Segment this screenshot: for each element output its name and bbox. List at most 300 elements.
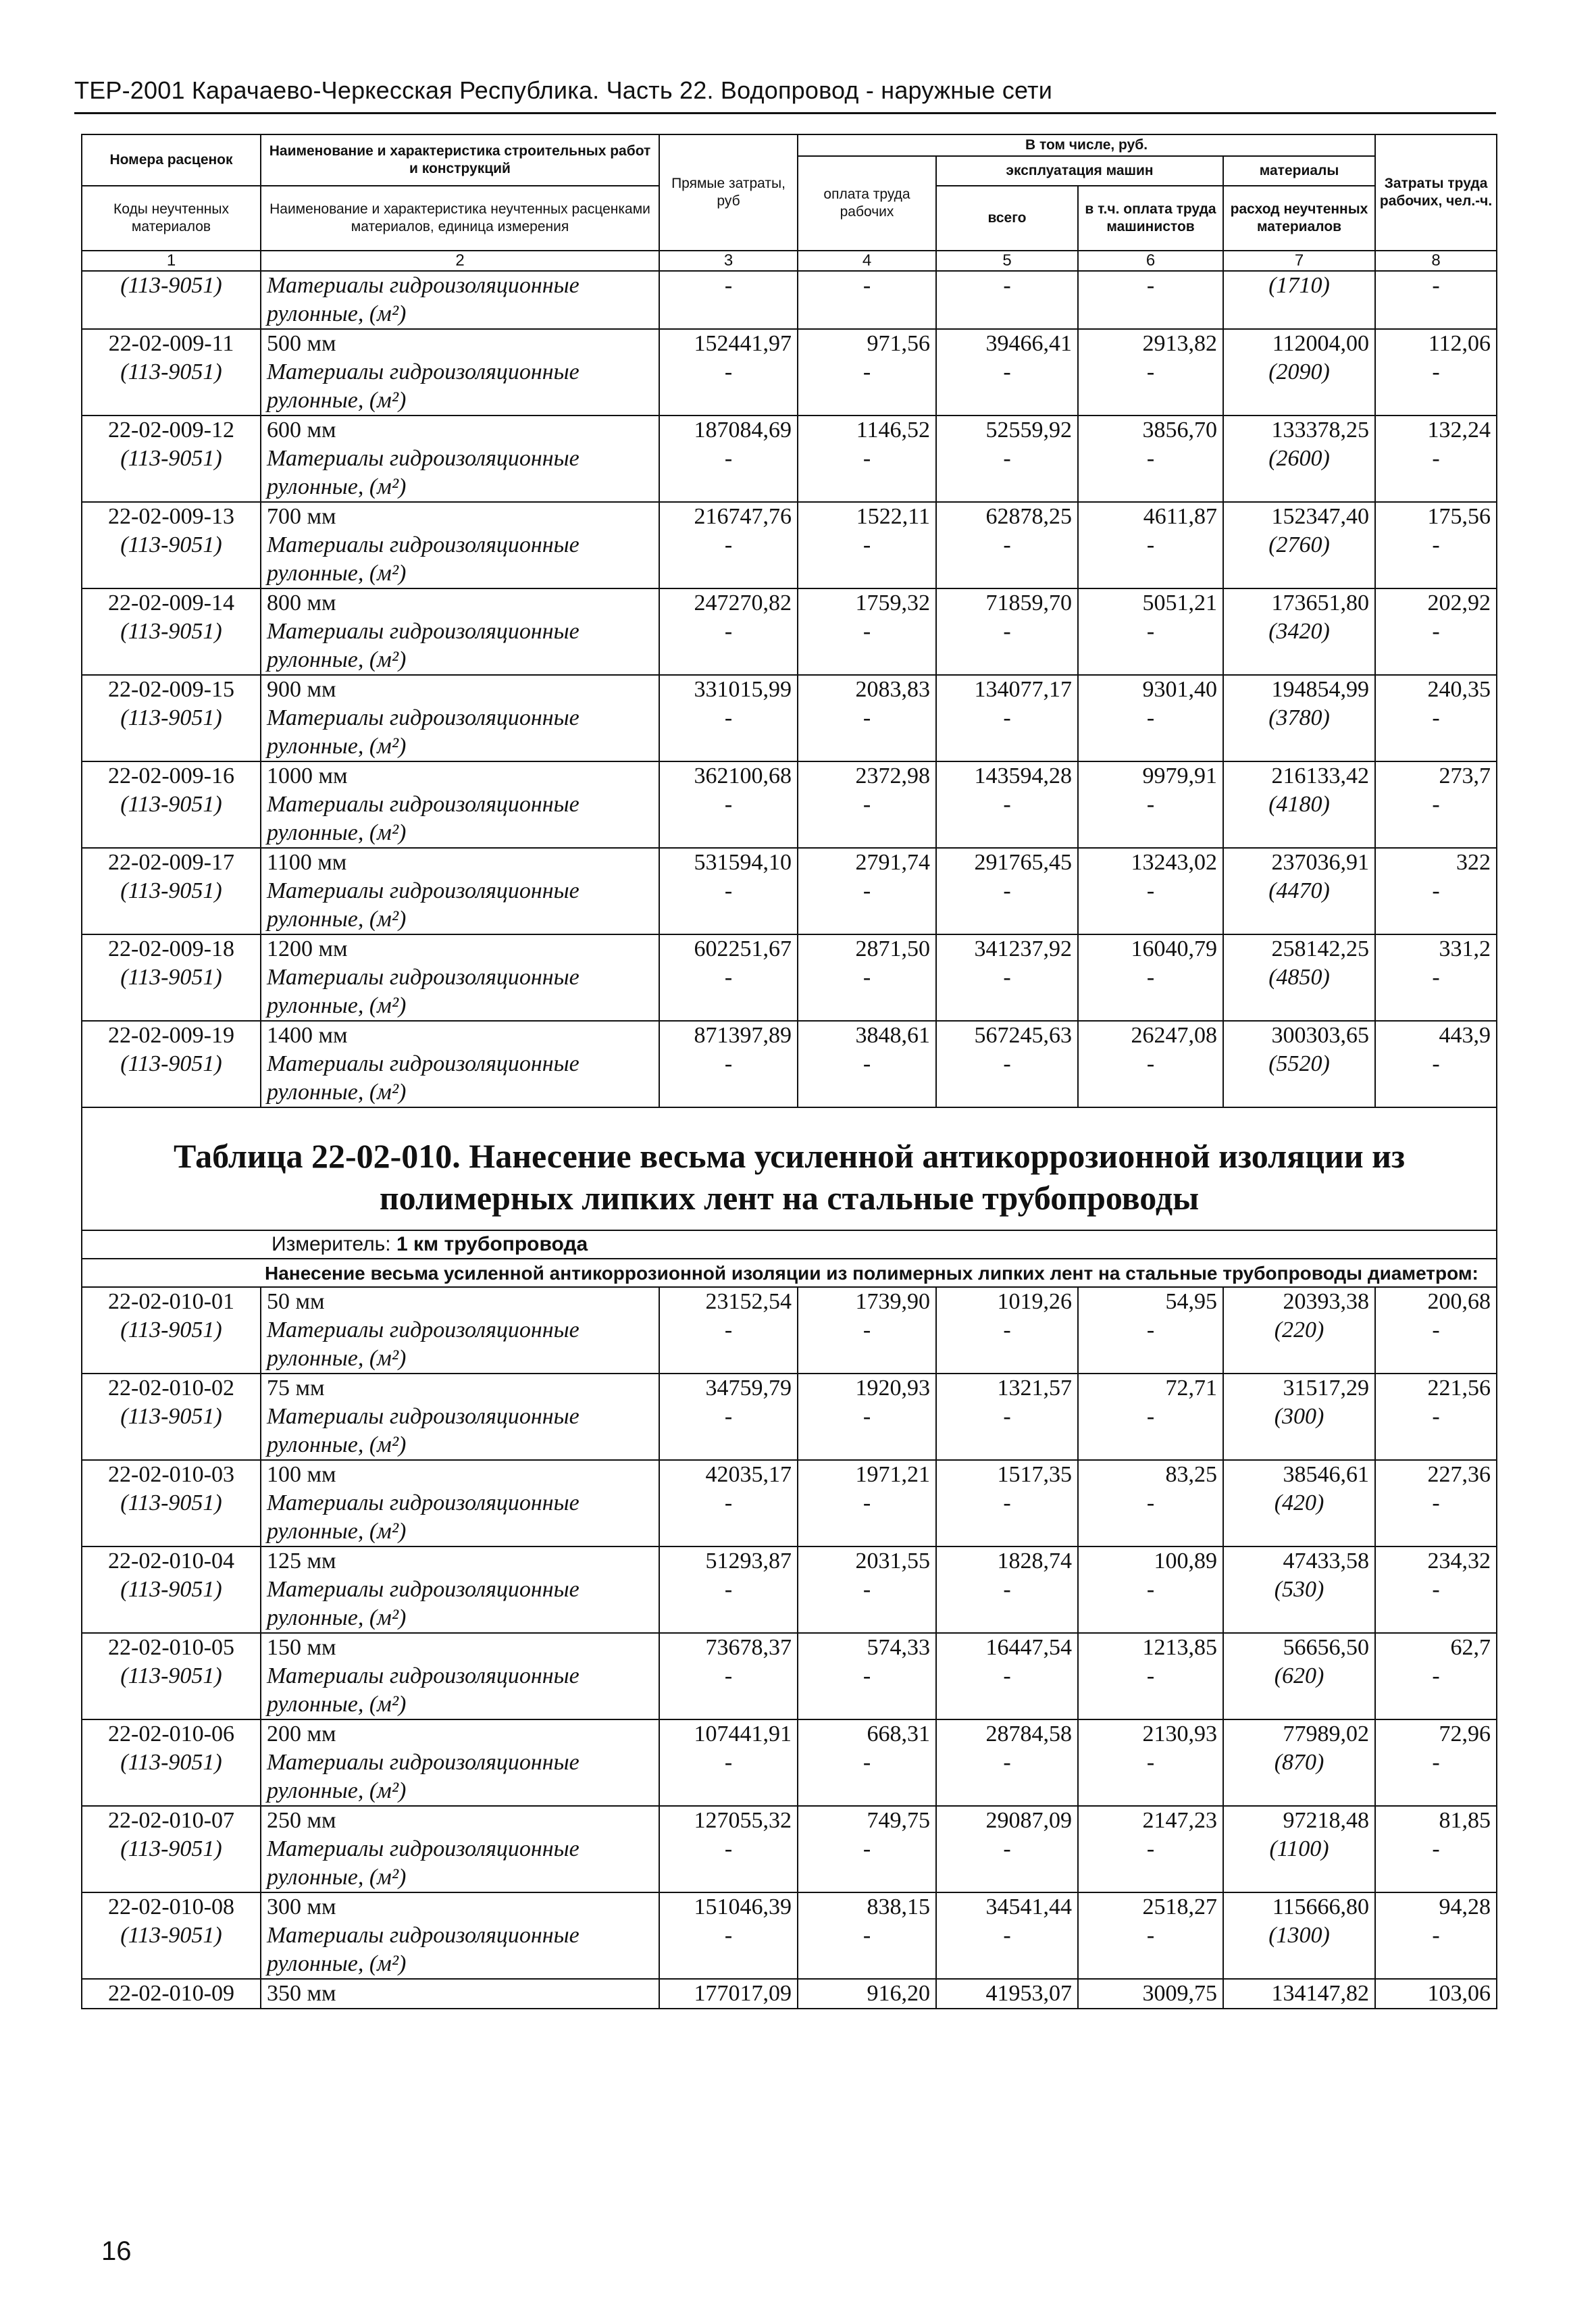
- labor-pay: 749,75: [798, 1806, 936, 1835]
- empty-cell: [1078, 1863, 1223, 1892]
- material-code: (113-9051): [82, 1489, 261, 1517]
- empty-cell: [659, 1950, 798, 1979]
- empty-cell: [659, 300, 798, 329]
- dash-cell: -: [1078, 1921, 1223, 1950]
- empty-cell: [1375, 1604, 1497, 1633]
- machine-labor-pay: 3856,70: [1078, 416, 1223, 445]
- empty-cell: [936, 1517, 1078, 1546]
- machine-labor-pay: 2518,27: [1078, 1892, 1223, 1921]
- material-row: [82, 877, 1497, 905]
- dash-cell: -: [936, 271, 1078, 300]
- material-qty: (1710): [1223, 271, 1375, 300]
- empty-cell: [936, 1344, 1078, 1374]
- machine-labor-pay: 3009,75: [1078, 1979, 1223, 2009]
- material-qty: (4180): [1223, 790, 1375, 819]
- empty-cell: [798, 1690, 936, 1719]
- rate-code: 22-02-010-03: [82, 1460, 261, 1489]
- labor-hours: 62,7: [1375, 1633, 1497, 1662]
- header-materials-sub: расход неучтенных материалов: [1223, 186, 1375, 251]
- material-code: (113-9051): [82, 1576, 261, 1604]
- empty-cell: [659, 1604, 798, 1633]
- empty-cell: [1223, 386, 1375, 416]
- empty-cell: [1078, 1690, 1223, 1719]
- machine-labor-pay: 16040,79: [1078, 934, 1223, 963]
- empty-cell: [82, 1690, 261, 1719]
- empty-cell: [1223, 1777, 1375, 1806]
- material-unit: рулонные, (м²): [261, 646, 659, 675]
- empty-cell: [1375, 819, 1497, 848]
- dash-cell: -: [798, 1316, 936, 1344]
- material-name: Материалы гидроизоляционные: [261, 1921, 659, 1950]
- labor-pay: 2871,50: [798, 934, 936, 963]
- empty-cell: [1223, 1604, 1375, 1633]
- empty-cell: [659, 473, 798, 502]
- dash-cell: -: [1375, 877, 1497, 905]
- rate-code: 22-02-010-05: [82, 1633, 261, 1662]
- materials-cost: 173651,80: [1223, 588, 1375, 618]
- direct-cost: 34759,79: [659, 1374, 798, 1403]
- column-number: 7: [1223, 251, 1375, 271]
- empty-cell: [1223, 1344, 1375, 1374]
- machine-labor-pay: 2147,23: [1078, 1806, 1223, 1835]
- material-unit: рулонные, (м²): [261, 819, 659, 848]
- header-direct: Прямые затраты, руб: [659, 134, 798, 251]
- material-name: Материалы гидроизоляционные: [261, 531, 659, 559]
- machine-cost: 28784,58: [936, 1719, 1078, 1749]
- empty-cell: [659, 1777, 798, 1806]
- dash-cell: -: [659, 790, 798, 819]
- material-code: (113-9051): [82, 1662, 261, 1690]
- material-qty: (2760): [1223, 531, 1375, 559]
- dash-cell: -: [659, 271, 798, 300]
- dash-cell: -: [1375, 1489, 1497, 1517]
- work-name: 1200 мм: [261, 934, 659, 963]
- work-name: 700 мм: [261, 502, 659, 531]
- material-unit: рулонные, (м²): [261, 386, 659, 416]
- machine-labor-pay: 9301,40: [1078, 675, 1223, 704]
- material-qty: (620): [1223, 1662, 1375, 1690]
- material-row: [82, 1316, 1497, 1344]
- rate-code: 22-02-009-12: [82, 416, 261, 445]
- material-name: Материалы гидроизоляционные: [261, 271, 659, 300]
- materials-cost: 56656,50: [1223, 1633, 1375, 1662]
- empty-cell: [936, 992, 1078, 1021]
- material-row: [82, 618, 1497, 646]
- dash-cell: -: [1375, 1050, 1497, 1078]
- dash-cell: -: [1375, 963, 1497, 992]
- header-machine-op: эксплуатация машин: [936, 156, 1223, 186]
- dash-cell: -: [1078, 790, 1223, 819]
- empty-cell: [1375, 905, 1497, 934]
- labor-pay: 2791,74: [798, 848, 936, 877]
- empty-cell: [1375, 1344, 1497, 1374]
- unit-label: Измеритель:: [272, 1233, 391, 1255]
- empty-cell: [798, 300, 936, 329]
- empty-cell: [936, 473, 1078, 502]
- dash-cell: -: [1375, 531, 1497, 559]
- group-title: Нанесение весьма усиленной антикоррозионной изоляции из полимерных липких лент на стальные трубопроводы диаметром:: [82, 1259, 1497, 1287]
- material-qty: (3780): [1223, 704, 1375, 732]
- materials-cost: 115666,80: [1223, 1892, 1375, 1921]
- direct-cost: 73678,37: [659, 1633, 798, 1662]
- empty-cell: [1223, 559, 1375, 588]
- material-unit: рулонные, (м²): [261, 732, 659, 761]
- header-name-bottom: Наименование и характеристика неучтенных расценками материалов, единица измерения: [261, 186, 659, 251]
- material-code: (113-9051): [82, 358, 261, 386]
- empty-cell: [798, 905, 936, 934]
- unit-row: [82, 1230, 1497, 1259]
- section-title-row: [82, 1107, 1497, 1230]
- empty-cell: [798, 1431, 936, 1460]
- unit-value: 1 км трубопровода: [396, 1233, 588, 1255]
- material-name: Материалы гидроизоляционные: [261, 1050, 659, 1078]
- machine-labor-pay: 54,95: [1078, 1287, 1223, 1316]
- labor-hours: 221,56: [1375, 1374, 1497, 1403]
- empty-cell: [798, 646, 936, 675]
- empty-cell: [82, 1604, 261, 1633]
- rate-code: 22-02-010-09: [82, 1979, 261, 2009]
- material-unit-row: [82, 1950, 1497, 1979]
- machine-cost: 29087,09: [936, 1806, 1078, 1835]
- dash-cell: -: [1375, 445, 1497, 473]
- labor-hours: 200,68: [1375, 1287, 1497, 1316]
- empty-cell: [659, 559, 798, 588]
- dash-cell: -: [659, 877, 798, 905]
- empty-cell: [1223, 1863, 1375, 1892]
- empty-cell: [82, 905, 261, 934]
- dash-cell: -: [936, 1662, 1078, 1690]
- dash-cell: -: [1078, 1489, 1223, 1517]
- empty-cell: [1078, 559, 1223, 588]
- material-unit: рулонные, (м²): [261, 1078, 659, 1107]
- labor-pay: 2083,83: [798, 675, 936, 704]
- work-name: 350 мм: [261, 1979, 659, 2009]
- empty-cell: [936, 1604, 1078, 1633]
- material-qty: (3420): [1223, 618, 1375, 646]
- header-labor-pay: оплата труда рабочих: [798, 156, 936, 251]
- dash-cell: -: [936, 1050, 1078, 1078]
- header-row-1: [82, 134, 1497, 156]
- empty-cell: [798, 1517, 936, 1546]
- material-unit-row: [82, 1604, 1497, 1633]
- machine-labor-pay: 2130,93: [1078, 1719, 1223, 1749]
- empty-cell: [1375, 1777, 1497, 1806]
- material-qty: (5520): [1223, 1050, 1375, 1078]
- labor-hours: 94,28: [1375, 1892, 1497, 1921]
- labor-pay: 1146,52: [798, 416, 936, 445]
- rate-code: 22-02-010-07: [82, 1806, 261, 1835]
- dash-cell: -: [936, 1316, 1078, 1344]
- material-unit: рулонные, (м²): [261, 300, 659, 329]
- dash-cell: -: [1078, 1749, 1223, 1777]
- materials-cost: 216133,42: [1223, 761, 1375, 790]
- material-unit-row: [82, 646, 1497, 675]
- work-name: 150 мм: [261, 1633, 659, 1662]
- labor-hours: 72,96: [1375, 1719, 1497, 1749]
- dash-cell: -: [798, 1662, 936, 1690]
- empty-cell: [936, 646, 1078, 675]
- rate-row: [82, 675, 1497, 704]
- empty-cell: [82, 819, 261, 848]
- section-title: Таблица 22-02-010. Нанесение весьма усиленной антикоррозионной изоляции из полимерных липких лент на стальные трубопроводы: [82, 1107, 1497, 1230]
- empty-cell: [1375, 1431, 1497, 1460]
- labor-pay: 2031,55: [798, 1546, 936, 1576]
- dash-cell: -: [1078, 963, 1223, 992]
- material-code: (113-9051): [82, 1050, 261, 1078]
- dash-cell: -: [936, 1489, 1078, 1517]
- dash-cell: -: [1375, 358, 1497, 386]
- direct-cost: 127055,32: [659, 1806, 798, 1835]
- material-name: Материалы гидроизоляционные: [261, 963, 659, 992]
- material-row: [82, 1403, 1497, 1431]
- empty-cell: [659, 732, 798, 761]
- dash-cell: -: [798, 1835, 936, 1863]
- rate-code: 22-02-009-13: [82, 502, 261, 531]
- dash-cell: -: [798, 963, 936, 992]
- machine-labor-pay: 26247,08: [1078, 1021, 1223, 1050]
- empty-cell: [82, 1344, 261, 1374]
- direct-cost: 152441,97: [659, 329, 798, 358]
- dash-cell: -: [936, 358, 1078, 386]
- empty-cell: [936, 1950, 1078, 1979]
- material-unit-row: [82, 819, 1497, 848]
- material-unit-row: [82, 1863, 1497, 1892]
- empty-cell: [798, 386, 936, 416]
- rate-row: [82, 1719, 1497, 1749]
- material-unit: рулонные, (м²): [261, 1604, 659, 1633]
- direct-cost: 177017,09: [659, 1979, 798, 2009]
- dash-cell: -: [936, 618, 1078, 646]
- materials-cost: 77989,02: [1223, 1719, 1375, 1749]
- carry-row-unit: [82, 300, 1497, 329]
- empty-cell: [659, 819, 798, 848]
- material-name: Материалы гидроизоляционные: [261, 790, 659, 819]
- labor-pay: 574,33: [798, 1633, 936, 1662]
- header-materials: материалы: [1223, 156, 1375, 186]
- direct-cost: 216747,76: [659, 502, 798, 531]
- work-name: 125 мм: [261, 1546, 659, 1576]
- materials-cost: 112004,00: [1223, 329, 1375, 358]
- labor-pay: 1920,93: [798, 1374, 936, 1403]
- machine-cost: 143594,28: [936, 761, 1078, 790]
- material-name: Материалы гидроизоляционные: [261, 618, 659, 646]
- unit-cell: [82, 1230, 1497, 1259]
- material-row: [82, 358, 1497, 386]
- empty-cell: [659, 992, 798, 1021]
- carry-row: [82, 271, 1497, 300]
- machine-cost: 62878,25: [936, 502, 1078, 531]
- machine-cost: 41953,07: [936, 1979, 1078, 2009]
- dash-cell: -: [798, 1749, 936, 1777]
- material-unit: рулонные, (м²): [261, 1863, 659, 1892]
- dash-cell: -: [1375, 1576, 1497, 1604]
- empty-cell: [1375, 1950, 1497, 1979]
- dash-cell: -: [1078, 271, 1223, 300]
- empty-cell: [1078, 646, 1223, 675]
- labor-hours: 175,56: [1375, 502, 1497, 531]
- rate-code: 22-02-010-08: [82, 1892, 261, 1921]
- machine-cost: 1828,74: [936, 1546, 1078, 1576]
- machine-cost: 1321,57: [936, 1374, 1078, 1403]
- dash-cell: -: [1375, 1749, 1497, 1777]
- empty-cell: [1223, 1950, 1375, 1979]
- materials-cost: 20393,38: [1223, 1287, 1375, 1316]
- machine-labor-pay: 72,71: [1078, 1374, 1223, 1403]
- rate-code: 22-02-009-17: [82, 848, 261, 877]
- material-row: [82, 531, 1497, 559]
- labor-hours: 112,06: [1375, 329, 1497, 358]
- rate-row: [82, 1287, 1497, 1316]
- page-header: [74, 73, 1496, 114]
- work-name: 50 мм: [261, 1287, 659, 1316]
- material-code: (113-9051): [82, 618, 261, 646]
- labor-pay: 2372,98: [798, 761, 936, 790]
- dash-cell: -: [936, 445, 1078, 473]
- direct-cost: 42035,17: [659, 1460, 798, 1489]
- empty-cell: [1223, 1431, 1375, 1460]
- dash-cell: -: [659, 531, 798, 559]
- page-number: 16: [101, 2236, 132, 2266]
- empty-cell: [798, 732, 936, 761]
- material-name: Материалы гидроизоляционные: [261, 445, 659, 473]
- machine-labor-pay: 2913,82: [1078, 329, 1223, 358]
- material-name: Материалы гидроизоляционные: [261, 1835, 659, 1863]
- material-qty: (420): [1223, 1489, 1375, 1517]
- labor-hours: 227,36: [1375, 1460, 1497, 1489]
- dash-cell: -: [1078, 1316, 1223, 1344]
- machine-labor-pay: 83,25: [1078, 1460, 1223, 1489]
- dash-cell: -: [659, 1316, 798, 1344]
- labor-hours: 234,32: [1375, 1546, 1497, 1576]
- dash-cell: -: [936, 531, 1078, 559]
- materials-cost: 194854,99: [1223, 675, 1375, 704]
- material-qty: (870): [1223, 1749, 1375, 1777]
- empty-cell: [1223, 992, 1375, 1021]
- labor-hours: 443,9: [1375, 1021, 1497, 1050]
- empty-cell: [798, 819, 936, 848]
- empty-cell: [1078, 1431, 1223, 1460]
- empty-cell: [1078, 1344, 1223, 1374]
- dash-cell: -: [659, 1749, 798, 1777]
- material-code: (113-9051): [82, 877, 261, 905]
- page-header-title: ТЕР-2001 Карачаево-Черкесская Республика. Часть 22. Водопровод - наружные сети: [74, 76, 1053, 104]
- rate-code: 22-02-009-11: [82, 329, 261, 358]
- empty-cell: [1375, 473, 1497, 502]
- empty-cell: [659, 1344, 798, 1374]
- machine-cost: 134077,17: [936, 675, 1078, 704]
- labor-hours: 103,06: [1375, 1979, 1497, 2009]
- empty-cell: [798, 1344, 936, 1374]
- work-name: 1100 мм: [261, 848, 659, 877]
- material-unit: рулонные, (м²): [261, 1431, 659, 1460]
- empty-cell: [1375, 1863, 1497, 1892]
- rate-code: 22-02-009-14: [82, 588, 261, 618]
- rate-row: [82, 761, 1497, 790]
- empty-cell: [82, 646, 261, 675]
- dash-cell: -: [1078, 704, 1223, 732]
- materials-cost: 31517,29: [1223, 1374, 1375, 1403]
- column-number: 3: [659, 251, 798, 271]
- material-unit: рулонные, (м²): [261, 992, 659, 1021]
- empty-cell: [1223, 300, 1375, 329]
- dash-cell: -: [1078, 1662, 1223, 1690]
- rate-row: [82, 1892, 1497, 1921]
- material-unit: рулонные, (м²): [261, 1777, 659, 1806]
- machine-labor-pay: 9979,91: [1078, 761, 1223, 790]
- dash-cell: -: [798, 877, 936, 905]
- work-name: 100 мм: [261, 1460, 659, 1489]
- dash-cell: -: [1078, 1576, 1223, 1604]
- dash-cell: -: [798, 531, 936, 559]
- dash-cell: -: [798, 618, 936, 646]
- labor-pay: 971,56: [798, 329, 936, 358]
- direct-cost: 51293,87: [659, 1546, 798, 1576]
- column-number: 8: [1375, 251, 1497, 271]
- machine-cost: 291765,45: [936, 848, 1078, 877]
- machine-labor-pay: 13243,02: [1078, 848, 1223, 877]
- dash-cell: -: [936, 1749, 1078, 1777]
- empty-cell: [936, 905, 1078, 934]
- materials-cost: 133378,25: [1223, 416, 1375, 445]
- materials-cost: 97218,48: [1223, 1806, 1375, 1835]
- work-name: 600 мм: [261, 416, 659, 445]
- material-unit-row: [82, 1431, 1497, 1460]
- material-code: (113-9051): [82, 531, 261, 559]
- material-qty: (2600): [1223, 445, 1375, 473]
- direct-cost: 531594,10: [659, 848, 798, 877]
- material-name: Материалы гидроизоляционные: [261, 1489, 659, 1517]
- labor-pay: 1739,90: [798, 1287, 936, 1316]
- material-unit-row: [82, 1344, 1497, 1374]
- dash-cell: -: [798, 790, 936, 819]
- material-code: (113-9051): [82, 1403, 261, 1431]
- material-row: [82, 1576, 1497, 1604]
- dash-cell: -: [936, 1576, 1078, 1604]
- empty-cell: [936, 1777, 1078, 1806]
- rate-row: [82, 416, 1497, 445]
- empty-cell: [82, 1078, 261, 1107]
- machine-labor-pay: 5051,21: [1078, 588, 1223, 618]
- material-code: (113-9051): [82, 1316, 261, 1344]
- dash-cell: -: [798, 1576, 936, 1604]
- labor-pay: 1971,21: [798, 1460, 936, 1489]
- empty-cell: [1375, 1517, 1497, 1546]
- work-name: 250 мм: [261, 1806, 659, 1835]
- dash-cell: -: [659, 358, 798, 386]
- material-name: Материалы гидроизоляционные: [261, 1749, 659, 1777]
- header-labor-cost: Затраты труда рабочих, чел.-ч.: [1375, 134, 1497, 251]
- empty-cell: [798, 1863, 936, 1892]
- rate-row: [82, 1546, 1497, 1576]
- dash-cell: -: [1375, 704, 1497, 732]
- dash-cell: -: [1375, 1921, 1497, 1950]
- material-row: [82, 1489, 1497, 1517]
- material-name: Материалы гидроизоляционные: [261, 1576, 659, 1604]
- empty-cell: [1223, 1517, 1375, 1546]
- empty-cell: [1078, 1777, 1223, 1806]
- last-row: [82, 1979, 1497, 2009]
- empty-cell: [659, 1431, 798, 1460]
- empty-cell: [659, 1517, 798, 1546]
- empty-cell: [1078, 905, 1223, 934]
- header-machine-total: всего: [936, 186, 1078, 251]
- dash-cell: -: [659, 1921, 798, 1950]
- rate-row: [82, 329, 1497, 358]
- material-unit: рулонные, (м²): [261, 1517, 659, 1546]
- material-row: [82, 1050, 1497, 1078]
- rate-row: [82, 1021, 1497, 1050]
- empty-cell: [1223, 473, 1375, 502]
